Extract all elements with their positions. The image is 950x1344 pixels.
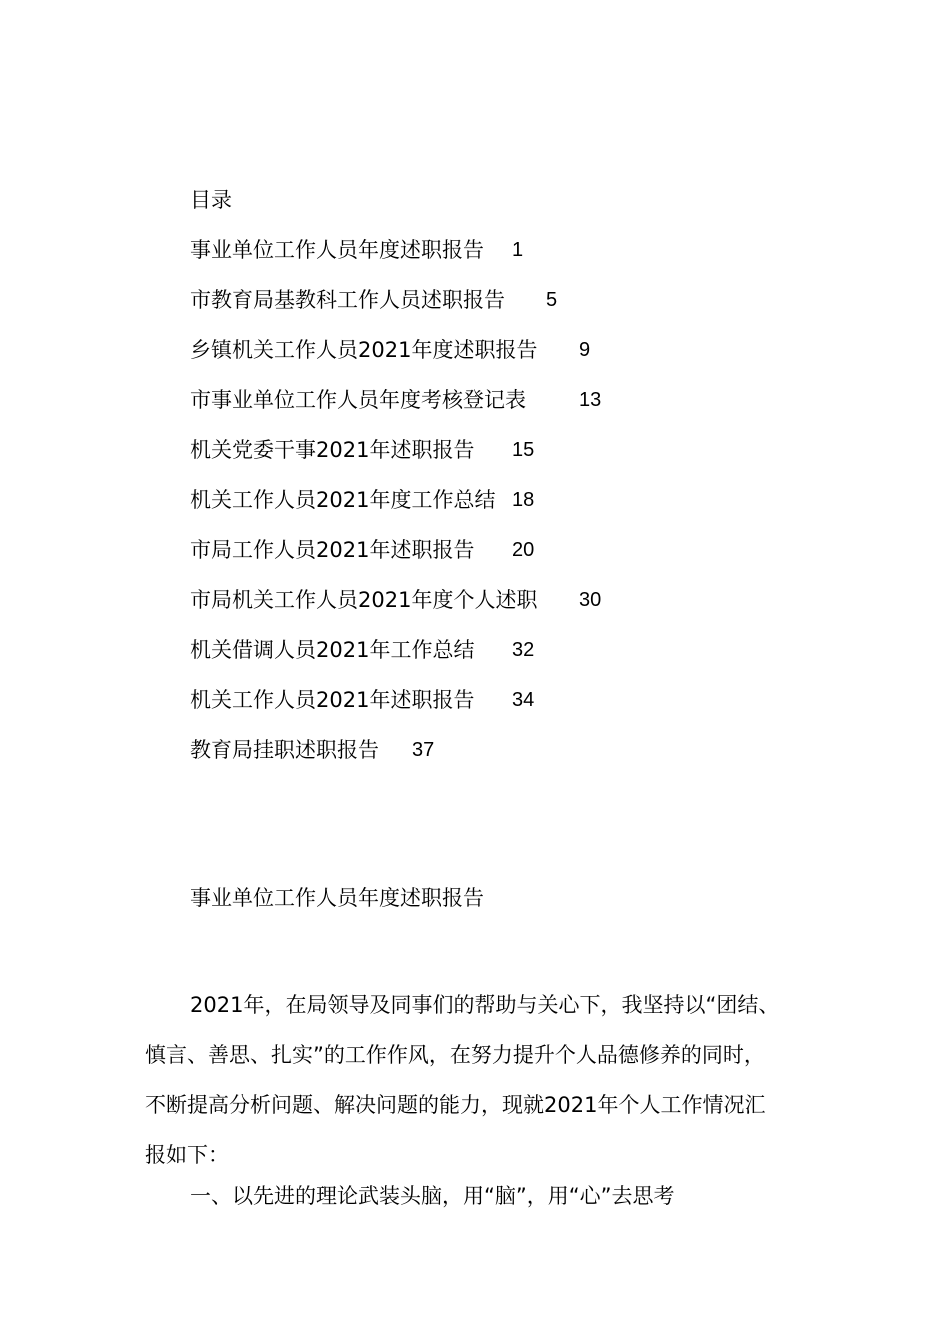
toc-item-title: 市局工作人员2021年述职报告 bbox=[190, 538, 475, 562]
toc-item-title: 事业单位工作人员年度述职报告 bbox=[190, 238, 484, 262]
section-heading: 一、以先进的理论武装头脑，用“脑”，用“心”去思考 bbox=[190, 1184, 675, 1208]
toc-item-title: 市教育局基教科工作人员述职报告 bbox=[190, 288, 505, 312]
toc-item[interactable] bbox=[190, 234, 537, 284]
paragraph-line: 2021年，在局领导及同事们的帮助与关心下，我坚持以“团结、 bbox=[190, 993, 780, 1017]
body-paragraph bbox=[145, 980, 835, 1180]
toc-item[interactable] bbox=[190, 634, 537, 684]
toc-item-page: 34 bbox=[512, 689, 535, 711]
toc-item-page: 32 bbox=[512, 639, 535, 661]
toc-item[interactable] bbox=[190, 384, 602, 434]
toc-item-title: 机关借调人员2021年工作总结 bbox=[190, 638, 475, 662]
toc-item[interactable] bbox=[190, 534, 537, 584]
paragraph-line: 不断提高分析问题、解决问题的能力，现就2021年个人工作情况汇 bbox=[145, 1093, 766, 1117]
toc-item-title: 机关工作人员2021年度工作总结 bbox=[190, 488, 496, 512]
toc-item-title: 教育局挂职述职报告 bbox=[190, 738, 379, 762]
toc-item-title: 市事业单位工作人员年度考核登记表 bbox=[190, 388, 526, 412]
section-title: 事业单位工作人员年度述职报告 bbox=[190, 886, 484, 910]
toc-item[interactable] bbox=[190, 484, 537, 534]
toc-item[interactable] bbox=[190, 684, 537, 734]
toc-item-page: 20 bbox=[512, 539, 535, 561]
toc-item[interactable] bbox=[190, 334, 591, 384]
toc-item-page: 5 bbox=[546, 289, 558, 311]
toc-item-title: 机关党委干事2021年述职报告 bbox=[190, 438, 475, 462]
toc-item-page: 13 bbox=[579, 389, 602, 411]
paragraph-line: 报如下： bbox=[145, 1143, 229, 1167]
toc-item-page: 30 bbox=[579, 589, 602, 611]
table-of-contents bbox=[190, 234, 602, 784]
toc-item[interactable] bbox=[190, 584, 602, 634]
toc-item-title: 市局机关工作人员2021年度个人述职 bbox=[190, 588, 538, 612]
toc-item-page: 18 bbox=[512, 489, 535, 511]
toc-item-title: 乡镇机关工作人员2021年度述职报告 bbox=[190, 338, 538, 362]
toc-item[interactable] bbox=[190, 734, 537, 784]
toc-item-page: 37 bbox=[412, 739, 435, 761]
paragraph-line: 慎言、善思、扎实”的工作作风，在努力提升个人品德修养的同时， bbox=[145, 1043, 765, 1067]
toc-item[interactable] bbox=[190, 434, 537, 484]
toc-item-page: 9 bbox=[579, 339, 591, 361]
toc-item-page: 15 bbox=[512, 439, 535, 461]
toc-item-title: 机关工作人员2021年述职报告 bbox=[190, 688, 475, 712]
toc-title: 目录 bbox=[190, 188, 232, 212]
toc-item-page: 1 bbox=[512, 239, 524, 261]
toc-item[interactable] bbox=[190, 284, 558, 334]
